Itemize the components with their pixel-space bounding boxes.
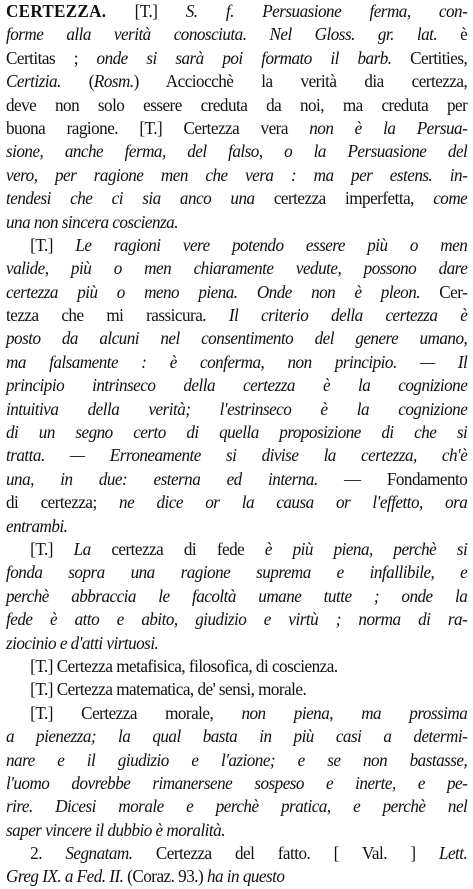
text-run: Certitas ;: [6, 47, 97, 68]
text-line: [6, 304, 467, 327]
text-line: [6, 327, 467, 350]
dictionary-entry-certezza: [6, 0, 468, 889]
italic-run: di un segno certo di quella proposizione di che si: [6, 422, 468, 443]
text-run: [T.] Certezza metafisica, filosofica, di coscienza.: [30, 655, 338, 676]
italic-run: La: [73, 538, 91, 559]
text-line: [6, 678, 436, 701]
text-run: — Fondamento: [317, 468, 468, 489]
italic-run: come: [433, 188, 468, 209]
text-line: [6, 444, 467, 467]
italic-run: ziocinio e d'atti virtuosi.: [6, 632, 159, 653]
text-run: ) Acciocchè la verità dia certezza,: [133, 71, 468, 92]
text-line: [6, 94, 467, 117]
text-run: 2.: [30, 843, 66, 864]
italic-run: perchè abbraccia le facoltà umane tutte ; onde la: [6, 585, 468, 606]
entry-paragraph-p2: [6, 234, 468, 538]
text-line: [6, 865, 436, 888]
italic-run: ne dice or la causa or l'effetto, ora: [119, 492, 468, 513]
entry-paragraph-p5: [6, 678, 468, 701]
text-line: [6, 164, 467, 187]
italic-run: Il criterio della certezza è: [228, 305, 468, 326]
italic-run: tratta. — Erroneamente si divise la certezza, ch'è: [6, 445, 468, 466]
text-line: [6, 140, 467, 163]
text-run: Certities,: [391, 47, 468, 68]
italic-run: saper vincere il dubbio è moralità.: [6, 819, 225, 840]
text-line: [6, 421, 467, 444]
text-line: [6, 398, 467, 421]
italic-run: Le ragioni vere potendo essere più o men: [75, 234, 468, 255]
entry-paragraph-p7: [6, 842, 468, 889]
text-line: [6, 211, 436, 234]
entry-paragraph-p1: [6, 0, 468, 234]
text-run: [T.]: [30, 538, 74, 559]
text-run: [T.] Certezza matematica, de' sensi, morale.: [30, 679, 307, 700]
italic-run: rire. Dicesi morale e perchè pratica, e perchè nel: [6, 796, 468, 817]
italic-run: Segnatam.: [65, 843, 133, 864]
text-line: [6, 374, 467, 397]
italic-run: ha in questo: [206, 866, 285, 887]
text-run: (: [60, 71, 94, 92]
italic-run: valide, più o men chiaramente vedute, possono dare: [6, 258, 468, 279]
italic-run: tendesi che ci sia anco una: [6, 188, 255, 209]
text-line: [6, 608, 467, 631]
text-line: [6, 491, 467, 514]
entry-paragraph-p3: [6, 538, 468, 655]
text-run: [T.]: [106, 1, 186, 21]
italic-run: certezza più o meno piena. Onde non è pleon.: [6, 281, 421, 302]
italic-run: onde si sarà poi formato il barb.: [96, 47, 392, 68]
italic-run: entrambi.: [6, 515, 68, 536]
italic-run: Lett.: [438, 843, 468, 864]
italic-run: l'uomo dovrebbe rimanersene sospeso e inerte, e pe-: [6, 772, 468, 793]
text-line: [6, 70, 467, 93]
text-run: Certezza del fatto. [ Val. ]: [132, 843, 439, 864]
italic-run: nare e il giudizio e l'azione; e se non bastasse,: [6, 749, 468, 770]
italic-run: Certizia.: [6, 71, 61, 92]
text-run: (Coraz. 93.): [123, 866, 207, 887]
italic-run: a pienezza; la qual basta in più casi a determi-: [6, 726, 468, 747]
text-line: [6, 749, 467, 772]
text-run: certezza imperfetta,: [254, 188, 434, 209]
italic-run: non piena, ma prossima: [241, 702, 468, 723]
text-run: deve non solo essere creduta da noi, ma creduta per: [6, 94, 468, 115]
italic-run: non è la Persua-: [309, 117, 468, 138]
text-line: [6, 819, 436, 842]
italic-run: S. f. Persuasione ferma, con-: [185, 1, 468, 21]
text-run: certezza di fede: [90, 538, 265, 559]
text-run: di certezza;: [6, 492, 120, 513]
headword: CERTEZZA.: [6, 1, 107, 21]
italic-run: fede è atto e abito, giudizio e virtù ; norma di ra-: [6, 609, 468, 630]
text-line: [6, 281, 467, 304]
text-line: [6, 655, 436, 678]
italic-run: una, in due: esterna ed interna.: [6, 468, 318, 489]
italic-run: è più piena, perchè si: [264, 538, 468, 559]
text-line: [6, 117, 467, 140]
text-run: buona ragione. [T.] Certezza vera: [6, 117, 310, 138]
italic-run: vero, per ragione men che vera : ma per estens. in-: [6, 164, 468, 185]
italic-run: intuitiva della verità; l'estrinseco è la cognizione: [6, 398, 468, 419]
italic-run: una non sincera coscienza.: [6, 211, 178, 232]
italic-run: principio intrinseco della certezza è la cognizione: [6, 375, 468, 396]
text-run: Cer-: [420, 281, 468, 302]
italic-run: Rosm.: [93, 71, 134, 92]
entry-paragraph-p4: [6, 655, 468, 678]
italic-run: Greg IX. a Fed. II.: [6, 866, 124, 887]
text-line: [6, 515, 436, 538]
italic-run: fonda sopra una ragione suprema e infallibile, e: [6, 562, 468, 583]
text-line: [6, 351, 467, 374]
text-line: [6, 257, 467, 280]
text-line: [6, 0, 467, 23]
text-run: tezza che mi rassicura.: [6, 305, 229, 326]
entry-paragraph-p6: [6, 702, 468, 842]
text-line: [6, 702, 467, 725]
text-line: [6, 47, 467, 70]
text-run: [T.] Certezza morale,: [30, 702, 242, 723]
text-line: [6, 725, 467, 748]
text-line: [6, 187, 467, 210]
text-run: è: [437, 24, 468, 45]
italic-run: sione, anche ferma, del falso, o la Persuasione del: [6, 141, 468, 162]
text-line: [6, 468, 467, 491]
italic-run: posto da alcuni nel consentimento del genere umano,: [6, 328, 468, 349]
text-line: [6, 795, 467, 818]
dictionary-page: [6, 0, 468, 887]
italic-run: forme alla verità conosciuta. Nel Gloss. gr. lat.: [6, 24, 438, 45]
text-line: [6, 632, 436, 655]
text-line: [6, 585, 467, 608]
italic-run: ma falsamente : è conferma, non principio. — Il: [6, 351, 468, 372]
text-line: [6, 234, 467, 257]
text-line: [6, 538, 467, 561]
text-run: [T.]: [30, 234, 76, 255]
text-line: [6, 772, 467, 795]
text-line: [6, 842, 467, 865]
text-line: [6, 23, 467, 46]
text-line: [6, 561, 467, 584]
